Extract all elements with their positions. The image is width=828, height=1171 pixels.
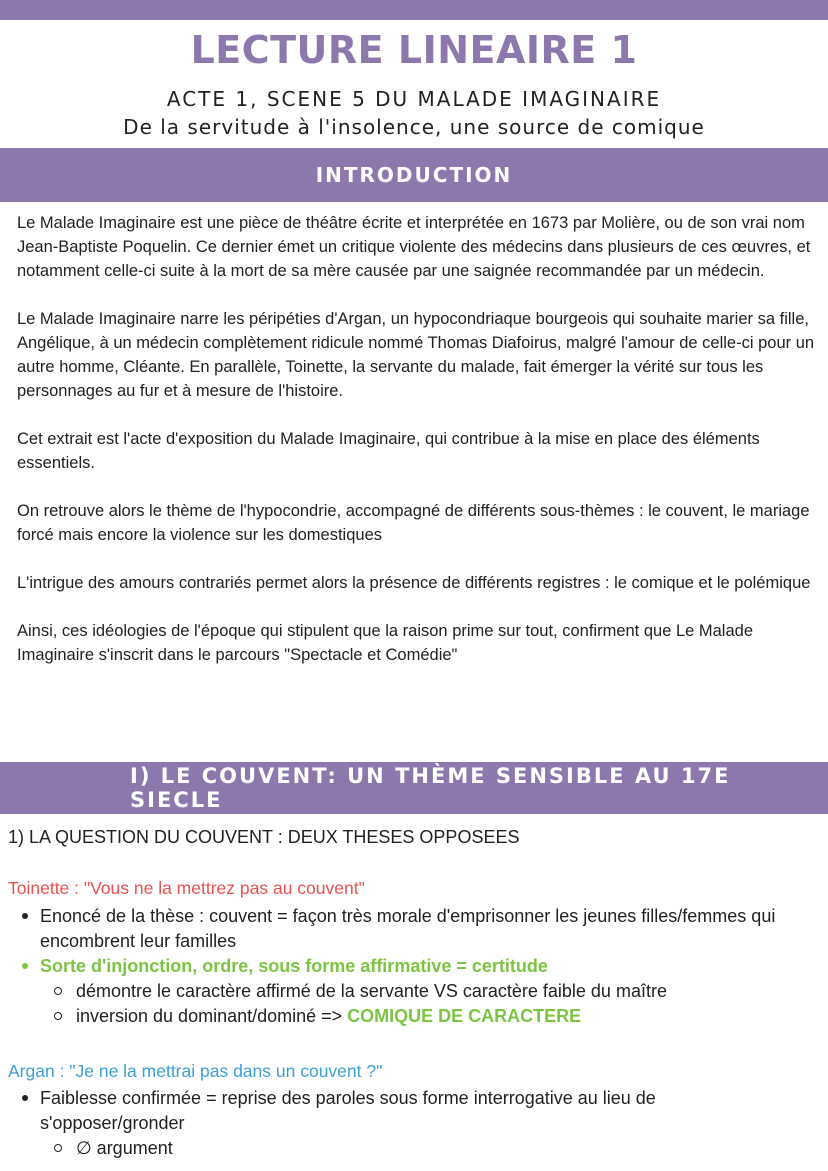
sub-list-item: ∅ argument (0, 1136, 800, 1161)
list-item: Faiblesse confirmée = reprise des paroles sous forme interrogative au lieu de s'opposer/gronder (0, 1086, 800, 1136)
toinette-quote: Toinette : "Vous ne la mettrez pas au couvent" (8, 878, 365, 898)
intro-paragraph: L'intrigue des amours contrariés permet alors la présence de différents registres : le comique et le polémique (17, 574, 811, 592)
list-item: Enoncé de la thèse : couvent = façon très morale d'emprisonner les jeunes filles/femmes qui encombrent leur familles (0, 904, 800, 954)
list-item: Sorte d'injonction, ordre, sous forme affirmative = certitude (0, 954, 800, 979)
sub-list-text: inversion du dominant/dominé => (76, 1006, 348, 1026)
argan-bullet-list (0, 1086, 800, 1161)
page-title: LECTURE LINEAIRE 1 (190, 28, 638, 72)
intro-paragraph: Le Malade Imaginaire est une pièce de théâtre écrite et interprétée en 1673 par Molière, ou de son vrai nom Jean-Baptiste Poquelin. Ce dernier émet un critique violente des médecins dans plusieurs de ces œuvres, et notamment celle-ci suite à la mort de sa mère causée par une saignée recommandée par un médecin. (17, 214, 811, 280)
page-subtitle: ACTE 1, SCENE 5 DU MALADE IMAGINAIRE (166, 87, 662, 111)
sub-list-item (0, 1004, 800, 1029)
top-accent-bar (0, 0, 828, 20)
introduction-heading: INTRODUCTION (0, 148, 828, 202)
intro-paragraph: Ainsi, ces idéologies de l'époque qui stipulent que la raison prime sur tout, confirment que Le Malade Imaginaire s'inscrit dans le parcours "Spectacle et Comédie" (17, 622, 754, 664)
toinette-bullet-list (0, 904, 800, 1029)
page-tagline: De la servitude à l'insolence, une source de comique (123, 115, 705, 139)
intro-paragraph: Le Malade Imaginaire narre les péripéties d'Argan, un hypocondriaque bourgeois qui souhaite marier sa fille, Angélique, à un médecin complètement ridicule nommé Thomas Diafoirus, malgré l'amour de celle-ci pour un autre homme, Cléante. En parallèle, Toinette, la servante du malade, fait émerger la vérité sur tous les personnages au fur et à mesure de l'histoire. (17, 310, 815, 400)
comique-highlight: COMIQUE DE CARACTERE (347, 1006, 582, 1026)
intro-paragraph: On retrouve alors le thème de l'hypocondrie, accompagné de différents sous-thèmes : le couvent, le mariage forcé mais encore la violence sur les domestiques (17, 502, 810, 544)
section-1-heading: I) LE COUVENT: UN THÈME SENSIBLE AU 17E SIECLE (0, 762, 828, 814)
section-1-subheading: 1) LA QUESTION DU COUVENT : DEUX THESES OPPOSEES (8, 827, 520, 847)
introduction-body (17, 211, 817, 691)
argan-quote: Argan : "Je ne la mettrai pas dans un couvent ?" (8, 1061, 383, 1081)
sub-list-item: démontre le caractère affirmé de la servante VS caractère faible du maître (0, 979, 800, 1004)
intro-paragraph: Cet extrait est l'acte d'exposition du Malade Imaginaire, qui contribue à la mise en place des éléments essentiels. (17, 430, 760, 472)
